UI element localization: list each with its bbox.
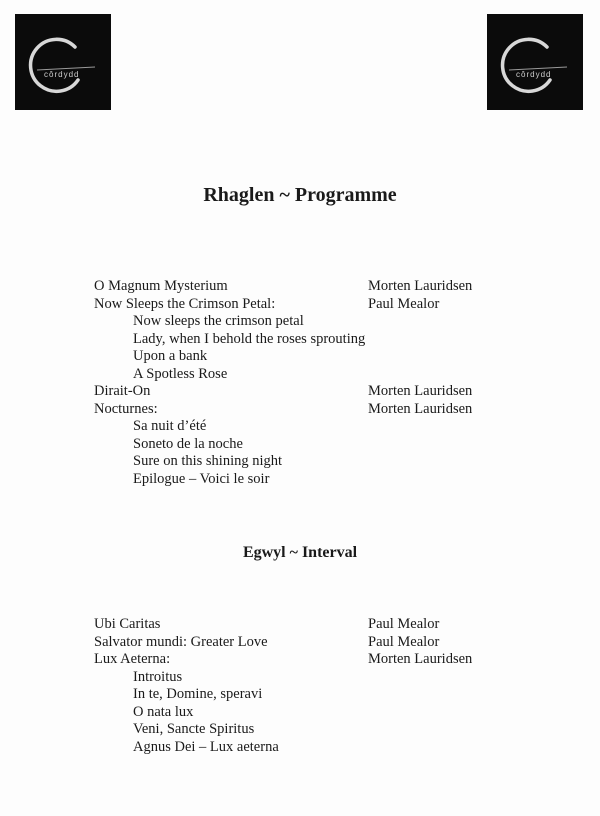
movement-item	[94, 721, 514, 739]
composer-name: Morten Lauridsen	[368, 278, 473, 294]
movement-item	[94, 348, 514, 366]
movement-item	[94, 313, 514, 331]
composer-name: Paul Mealor	[368, 616, 440, 632]
programme-item	[94, 401, 514, 419]
cordydd-logo-left	[15, 14, 111, 110]
programme-item	[94, 296, 514, 314]
programme-item	[94, 616, 514, 634]
composer-name: Paul Mealor	[368, 295, 440, 312]
movement-title: Sure on this shining night	[133, 453, 283, 469]
movement-title: Lady, when I behold the roses sprouting	[133, 330, 366, 347]
movement-title: In te, Domine, speravi	[133, 686, 263, 702]
programme-item	[94, 383, 514, 401]
logo-text: côrdydd	[516, 70, 552, 79]
programme-item	[94, 634, 514, 652]
movement-item	[94, 704, 514, 722]
interval-heading: Egwyl ~ Interval	[242, 544, 358, 561]
movement-title: Introitus	[133, 668, 183, 685]
programme-part-two	[94, 616, 514, 756]
movement-title: Now sleeps the crimson petal	[133, 313, 304, 329]
work-title: Lux Aeterna:	[94, 651, 171, 667]
movement-title: Veni, Sancte Spiritus	[133, 721, 255, 737]
movement-title: Soneto de la noche	[133, 435, 243, 452]
cordydd-logo-icon	[15, 14, 111, 110]
composer-name: Paul Mealor	[368, 633, 440, 650]
programme-item	[94, 278, 514, 296]
work-title: Nocturnes:	[94, 400, 158, 417]
page-title: Rhaglen ~ Programme	[203, 184, 397, 206]
programme-part-one	[94, 278, 514, 488]
composer-name: Morten Lauridsen	[368, 651, 473, 667]
composer-name: Morten Lauridsen	[368, 400, 473, 417]
cordydd-logo-icon	[487, 14, 583, 110]
movement-item	[94, 418, 514, 436]
movement-item	[94, 686, 514, 704]
composer-name: Morten Lauridsen	[368, 383, 473, 399]
movement-title: Epilogue – Voici le soir	[133, 470, 270, 487]
movement-item	[94, 739, 514, 757]
movement-title: Upon a bank	[133, 348, 208, 364]
movement-item	[94, 669, 514, 687]
movement-item	[94, 436, 514, 454]
work-title: Salvator mundi: Greater Love	[94, 633, 268, 650]
movement-title: Sa nuit d’été	[133, 418, 207, 434]
work-title: Ubi Caritas	[94, 616, 161, 632]
movement-item	[94, 331, 514, 349]
work-title: O Magnum Mysterium	[94, 278, 228, 294]
cordydd-logo-right	[487, 14, 583, 110]
movement-title: Agnus Dei – Lux aeterna	[133, 738, 279, 755]
movement-item	[94, 366, 514, 384]
movement-title: O nata lux	[133, 703, 194, 720]
programme-item	[94, 651, 514, 669]
movement-item	[94, 453, 514, 471]
movement-item	[94, 471, 514, 489]
work-title: Now Sleeps the Crimson Petal:	[94, 295, 276, 312]
work-title: Dirait-On	[94, 383, 151, 399]
logo-text: côrdydd	[44, 70, 80, 79]
movement-title: A Spotless Rose	[133, 365, 228, 382]
